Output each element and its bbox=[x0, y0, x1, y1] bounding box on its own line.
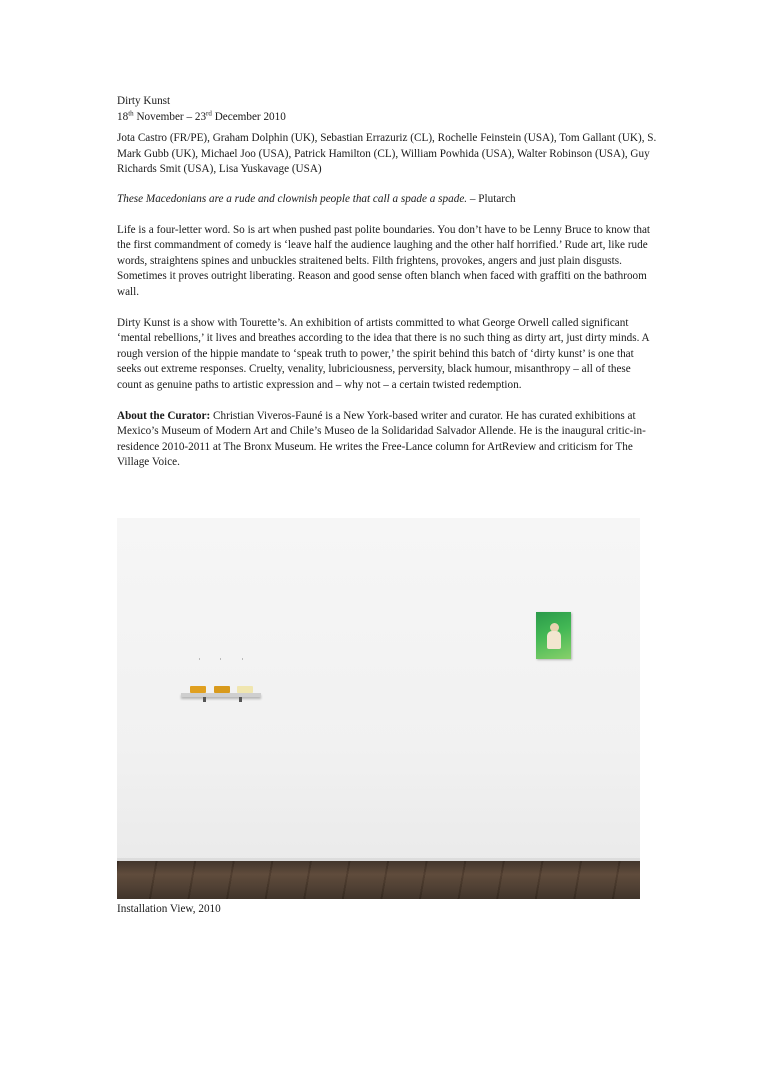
photo-caption: Installation View, 2010 bbox=[117, 903, 221, 915]
exhibition-title: Dirty Kunst bbox=[117, 95, 171, 107]
installation-photo bbox=[117, 518, 640, 899]
sculpture-object bbox=[237, 686, 253, 693]
sculpture-object bbox=[214, 686, 230, 693]
curator-label: About the Curator: bbox=[117, 409, 211, 422]
curator-text: Christian Viveros-Fauné is a New York-based writer and curator. He has curated exhibitions at Mexico’s Museum of Modern Art and Chile’s Museo de la Solidaridad Salvador Allende. He is the inaugural critic-in-residence 2010-2011 at The Bronx Museum. He writes the Free-Lance column for ArtReview and criticism for The Village Voice. bbox=[117, 409, 646, 469]
thread-mark bbox=[199, 658, 200, 660]
thread-mark bbox=[220, 658, 221, 660]
paragraph-curator bbox=[117, 409, 657, 471]
epigraph bbox=[117, 192, 657, 208]
painting-figure-body bbox=[547, 631, 561, 649]
artist-list: Jota Castro (FR/PE), Graham Dolphin (UK), Sebastian Errazuriz (CL), Rochelle Feinstein (USA), Tom Gallant (UK), S. Mark Gubb (UK), Michael Joo (USA), Patrick Hamilton (CL), William Powhida (USA), Walter Robinson (USA), Guy Richards Smit (USA), Lisa Yuskavage (USA) bbox=[117, 132, 657, 176]
wall-painting bbox=[536, 612, 571, 659]
epigraph-text: These Macedonians are a rude and clownish people that call a spade a spade. bbox=[117, 192, 468, 205]
thread-mark bbox=[242, 658, 243, 660]
paragraph-intro: Life is a four-letter word. So is art when pushed past polite boundaries. You don’t have to be Lenny Bruce to know that the first commandment of comedy is ‘leave half the audience laughing and the other half horrified.’ Rude art, like rude words, straightens spines and unbuckles straitened belts. Filth frightens, provokes, angers and just plain disgusts. Sometimes it proves outright liberating. Reason and good sense often blanch when faced with graffiti on the bathroom wall. bbox=[117, 223, 651, 298]
sculpture-object bbox=[190, 686, 206, 693]
shelf-bracket bbox=[203, 697, 206, 702]
paragraph-show: Dirty Kunst is a show with Tourette’s. An exhibition of artists committed to what George Orwell called significant ‘mental rebellions,’ it lives and breathes according to the idea that there is no such thing as dirty art, just dirty minds. A rough version of the hippie mandate to ‘speak truth to power,’ the spirit behind this batch of ‘dirty kunst’ is one that seeks out extreme responses. Cruelty, venality, lubriciousness, perversity, black humour, misanthropy – all of these count as genuine paths to artistic expression and – why not – a certain twisted redemption. bbox=[117, 316, 650, 391]
wall-shelf bbox=[181, 693, 261, 697]
document-body bbox=[117, 94, 657, 471]
floor-grain bbox=[117, 861, 640, 899]
epigraph-attribution: – Plutarch bbox=[467, 192, 516, 205]
title-block bbox=[117, 94, 657, 125]
exhibition-dates: 18th November – 23rd December 2010 bbox=[117, 108, 286, 123]
shelf-bracket bbox=[239, 697, 242, 702]
